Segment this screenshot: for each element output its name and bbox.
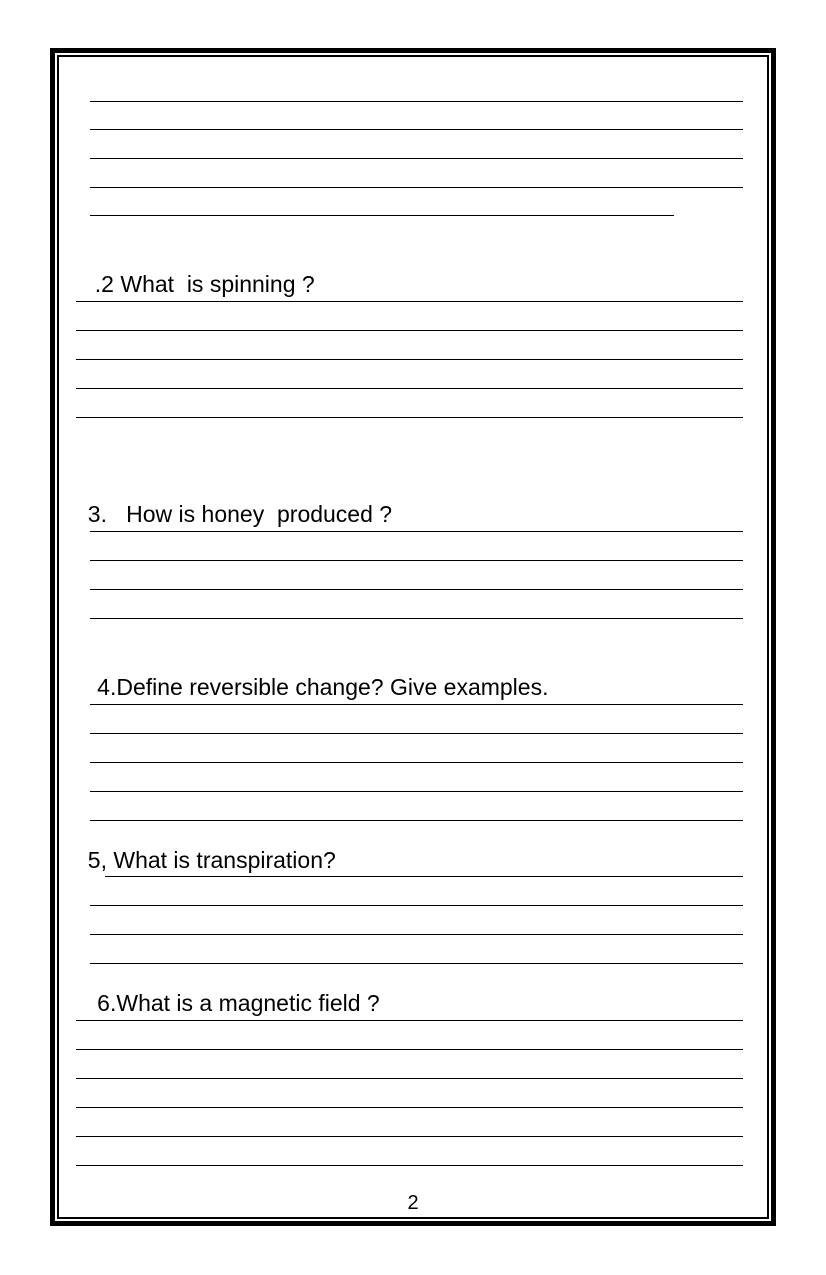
question-number: 3. (87, 501, 107, 527)
question-number: 4. (90, 674, 117, 700)
question-text: How is honey produced ? (106, 501, 393, 527)
answer-line[interactable] (76, 388, 743, 389)
answer-line[interactable] (76, 1020, 743, 1021)
answer-line[interactable] (76, 301, 743, 302)
answer-line[interactable] (76, 330, 743, 331)
answer-line[interactable] (90, 215, 674, 216)
answer-line[interactable] (90, 531, 743, 532)
question-text: What is a magnetic field ? (116, 990, 380, 1016)
question-3 (75, 480, 392, 526)
answer-line[interactable] (90, 618, 743, 619)
answer-line[interactable] (90, 905, 743, 906)
page-number: 2 (407, 1192, 419, 1214)
answer-line[interactable] (105, 876, 743, 877)
answer-line[interactable] (90, 589, 743, 590)
page-border-inner (57, 55, 769, 1219)
answer-line[interactable] (90, 560, 743, 561)
question-text: Define reversible change? Give examples. (116, 674, 549, 700)
answer-line[interactable] (90, 129, 743, 130)
question-6 (78, 969, 380, 1015)
question-text: What is transpiration? (106, 847, 336, 873)
answer-line[interactable] (90, 733, 743, 734)
answer-line[interactable] (90, 762, 743, 763)
answer-line[interactable] (76, 1165, 743, 1166)
answer-line[interactable] (76, 1136, 743, 1137)
answer-line[interactable] (90, 934, 743, 935)
question-number: .2 (94, 271, 114, 297)
answer-line[interactable] (90, 820, 743, 821)
answer-line[interactable] (76, 1078, 743, 1079)
answer-line[interactable] (76, 1049, 743, 1050)
question-text: What is spinning ? (113, 271, 315, 297)
question-number: 5, (87, 847, 107, 873)
question-number: 6. (90, 990, 117, 1016)
answer-line[interactable] (90, 791, 743, 792)
answer-line[interactable] (90, 704, 743, 705)
question-2 (82, 250, 315, 296)
answer-line[interactable] (90, 963, 743, 964)
question-4 (78, 653, 548, 699)
answer-line[interactable] (90, 101, 743, 102)
answer-line[interactable] (76, 417, 743, 418)
answer-line[interactable] (76, 1107, 743, 1108)
question-5 (75, 826, 336, 872)
answer-line[interactable] (76, 359, 743, 360)
answer-line[interactable] (90, 187, 743, 188)
answer-line[interactable] (90, 158, 743, 159)
